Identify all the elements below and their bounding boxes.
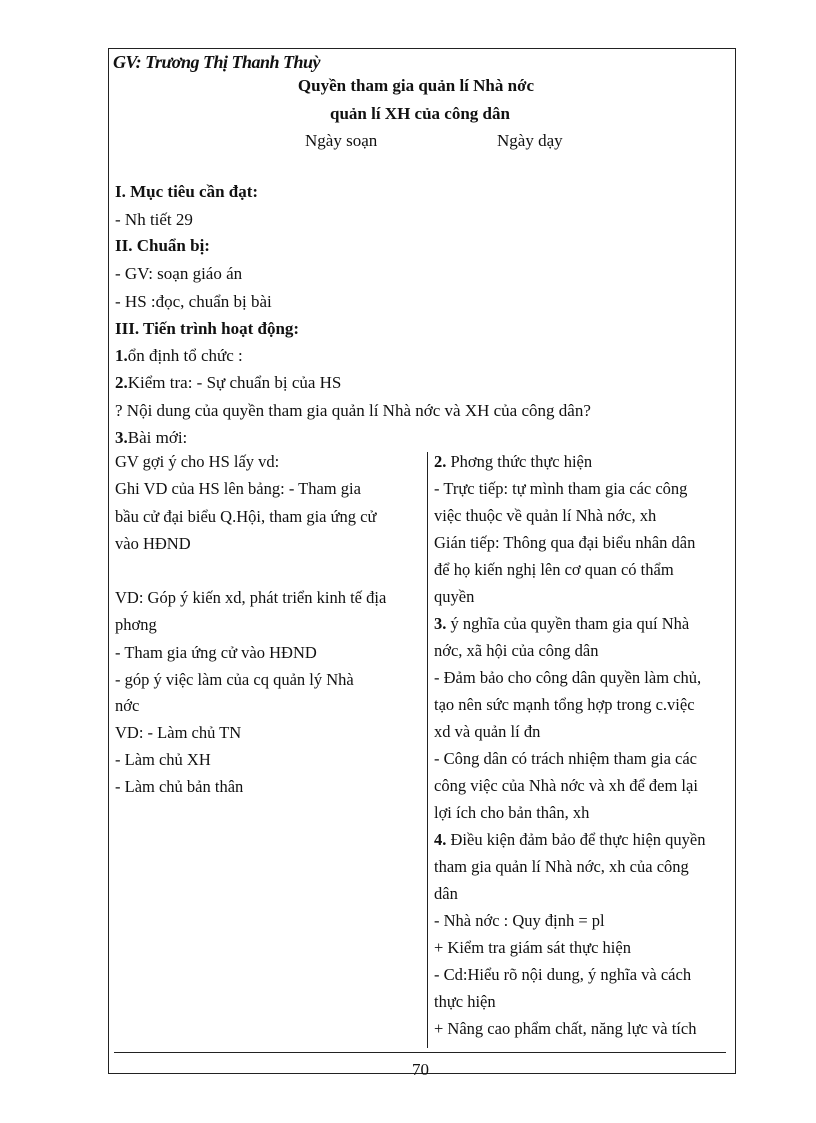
lesson-title-line1: Quyền tham gia quản lí Nhà nớc xyxy=(297,76,535,95)
right-column-line: dân xyxy=(434,884,458,903)
right-column-line xyxy=(434,452,592,472)
right-column-line: tạo nên sức mạnh tổng hợp trong c.việc xyxy=(434,695,695,714)
line-text: Bài mới: xyxy=(127,428,188,447)
right-column-line: + Nâng cao phẩm chất, năng lực và tích xyxy=(434,1019,697,1038)
line-text: Phơng thức thực hiện xyxy=(446,452,593,471)
body-line: - HS :đọc, chuẩn bị bài xyxy=(115,292,272,311)
body-line: II. Chuẩn bị: xyxy=(115,236,210,255)
right-column-line: - Cd:Hiểu rõ nội dung, ý nghĩa và cách xyxy=(434,965,692,984)
line-number: 3. xyxy=(115,428,128,447)
right-column-line: - Trực tiếp: tự mình tham gia các công xyxy=(434,479,688,498)
right-column-line: - Nhà nớc : Quy định = pl xyxy=(434,911,605,930)
section-number: 3. xyxy=(434,614,447,633)
left-column-line: VD: Góp ý kiến xd, phát triển kinh tế địa xyxy=(115,588,387,607)
left-column-line: nớc xyxy=(115,696,140,715)
body-line: III. Tiến trình hoạt động: xyxy=(115,319,300,338)
right-column-line: lợi ích cho bản thân, xh xyxy=(434,803,590,822)
line-number: 1. xyxy=(115,346,128,365)
right-column-line: để họ kiến nghị lên cơ quan có thẩm xyxy=(434,560,674,579)
left-column-line: - góp ý việc làm của cq quản lý Nhà xyxy=(115,670,354,689)
column-divider xyxy=(427,452,428,1048)
left-column-line: Ghi VD của HS lên bảng: - Tham gia xyxy=(115,479,361,498)
body-line xyxy=(115,428,187,448)
date-taught-label: Ngày dạy xyxy=(497,131,563,150)
right-column-line: thực hiện xyxy=(434,992,496,1011)
left-column-line: - Làm chủ XH xyxy=(115,750,211,769)
right-column-line xyxy=(434,614,689,634)
right-column-line: nớc, xã hội của công dân xyxy=(434,641,599,660)
left-column-line: phơng xyxy=(115,615,157,634)
right-column-line: tham gia quản lí Nhà nớc, xh của công xyxy=(434,857,689,876)
page-number: 70 xyxy=(412,1060,429,1079)
line-number: 2. xyxy=(115,373,128,392)
right-column-line: - Công dân có trách nhiệm tham gia các xyxy=(434,749,697,768)
line-text: ổn định tổ chức : xyxy=(127,346,243,365)
body-line xyxy=(115,346,243,366)
section-number: 4. xyxy=(434,830,447,849)
right-column-line: quyền xyxy=(434,587,475,606)
left-column-line: VD: - Làm chủ TN xyxy=(115,723,242,742)
left-column-line: - Tham gia ứng cử vào HĐND xyxy=(115,643,317,662)
lesson-title-line2: quản lí XH của công dân xyxy=(330,104,510,123)
right-column-line: việc thuộc về quản lí Nhà nớc, xh xyxy=(434,506,657,525)
footer-rule xyxy=(114,1052,726,1053)
left-column-line: bầu cử đại biểu Q.Hội, tham gia ứng cử xyxy=(115,507,377,526)
line-text: Điều kiện đảm bảo để thực hiện quyền xyxy=(446,830,706,849)
section-number: 2. xyxy=(434,452,447,471)
body-line: ? Nội dung của quyền tham gia quản lí Nhà nớc và XH của công dân? xyxy=(115,401,591,420)
body-line: I. Mục tiêu cần đạt: xyxy=(115,182,259,201)
right-column-line: công việc của Nhà nớc và xh để đem lại xyxy=(434,776,698,795)
right-column-line: - Đảm bảo cho công dân quyền làm chủ, xyxy=(434,668,702,687)
body-line: - GV: soạn giáo án xyxy=(115,264,243,283)
left-column-line: vào HĐND xyxy=(115,534,191,553)
line-text: ý nghĩa của quyền tham gia quí Nhà xyxy=(446,614,690,633)
right-column-line xyxy=(434,830,706,850)
left-column-line: GV gợi ý cho HS lấy vd: xyxy=(115,452,280,471)
right-column-line: xd và quản lí đn xyxy=(434,722,541,741)
body-line xyxy=(115,373,341,393)
date-prepared-label: Ngày soạn xyxy=(305,131,378,150)
line-text: Kiểm tra: - Sự chuẩn bị của HS xyxy=(127,373,342,392)
body-line: - Nh tiết 29 xyxy=(115,210,193,229)
teacher-signature: GV: Trương Thị Thanh Thuỳ xyxy=(113,52,320,72)
right-column-line: + Kiểm tra giám sát thực hiện xyxy=(434,938,631,957)
left-column-line: - Làm chủ bản thân xyxy=(115,777,244,796)
right-column-line: Gián tiếp: Thông qua đại biểu nhân dân xyxy=(434,533,696,552)
